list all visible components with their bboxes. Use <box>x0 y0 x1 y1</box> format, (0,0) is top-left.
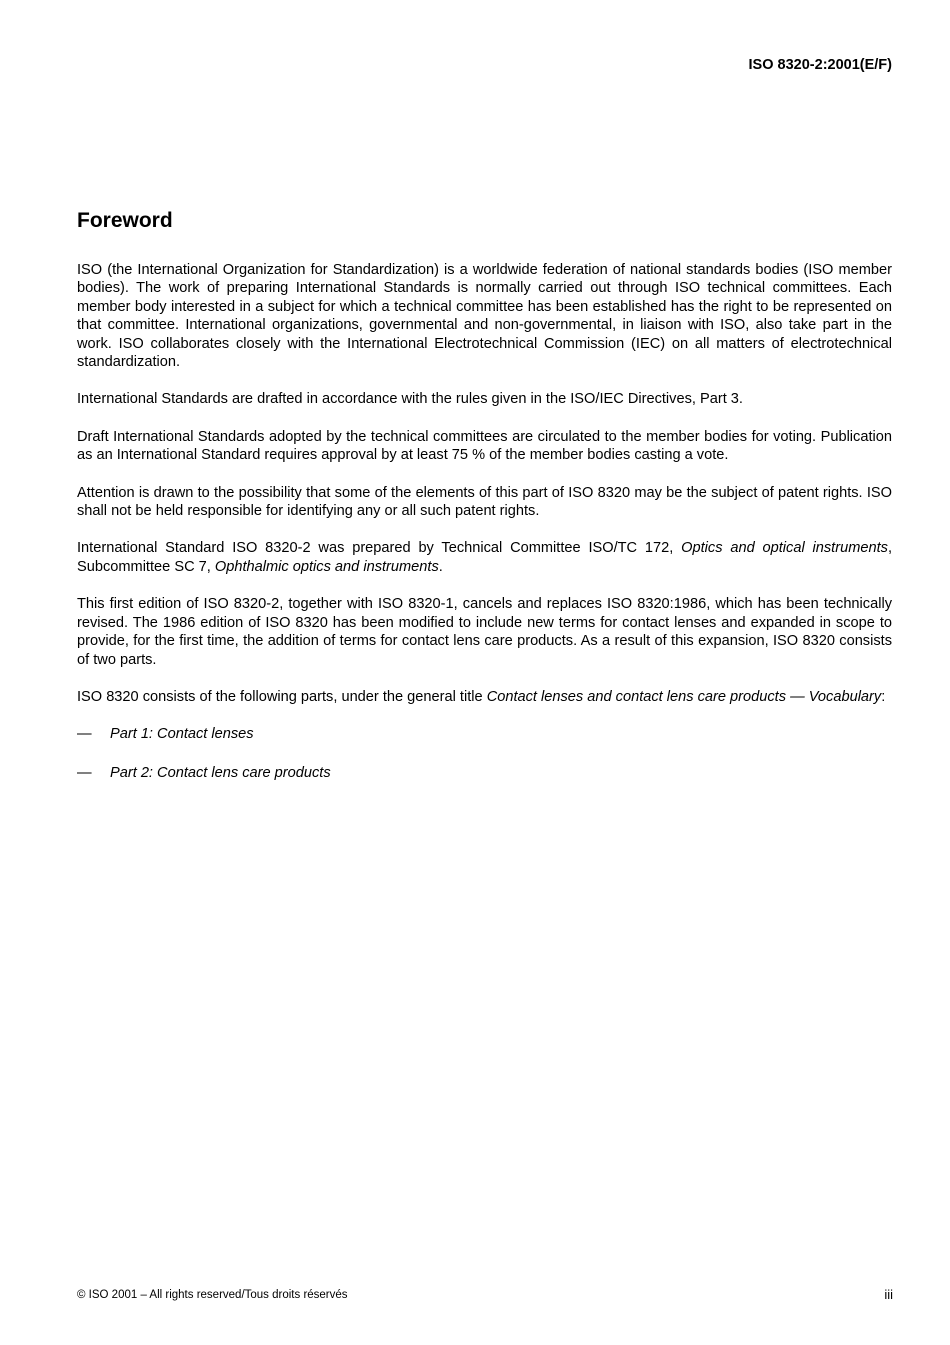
copyright-footer: © ISO 2001 – All rights reserved/Tous droits réservés <box>77 1289 348 1301</box>
page-title: Foreword <box>77 209 173 232</box>
subcommittee-title: Ophthalmic optics and instruments <box>214 558 439 575</box>
parts-intro-end: : <box>881 688 886 705</box>
paragraph-prepared-by <box>77 539 892 576</box>
prepared-by-text: International Standard ISO 8320-2 was prepared by Technical Committee ISO/TC 172, <box>77 540 682 557</box>
page-number: iii <box>884 1287 893 1302</box>
part-1-title: Part 1: Contact lenses <box>110 726 254 743</box>
paragraph-edition: This first edition of ISO 8320-2, together with ISO 8320-1, cancels and replaces ISO 8320:1986, which has been technically revised. The 1986 edition of ISO 8320 has been modified to include new terms for contact lenses and expanded in scope to provide, for the first time, the addition of terms for contact lens care products. As a result of this expansion, ISO 8320 consists of two parts. <box>77 596 892 668</box>
document-id: ISO 8320-2:2001(E/F) <box>748 57 892 73</box>
paragraph-iso-intro: ISO (the International Organization for Standardization) is a worldwide federation of national standards bodies (ISO member bodies). The work of preparing International Standards is normally carried out through ISO technical committees. Each member body interested in a subject for which a technical committee has been established has the right to be represented on that committee. International organizations, governmental and non-governmental, in liaison with ISO, also take part in the work. ISO collaborates closely with the International Electrotechnical Commission (IEC) on all matters of electrotechnical standardization. <box>77 262 892 371</box>
part-2-title: Part 2: Contact lens care products <box>110 764 331 781</box>
subcommittee-text: , Subcommittee SC 7, <box>77 540 893 575</box>
paragraph-patent-rights: Attention is drawn to the possibility that some of the elements of this part of ISO 8320 may be the subject of patent rights. ISO shall not be held responsible for identifying any or all such patent rights. <box>77 484 892 520</box>
parts-intro-text: ISO 8320 consists of the following parts, under the general title <box>77 688 487 705</box>
committee-title: Optics and optical instruments <box>681 540 888 557</box>
list-dash: — <box>77 726 92 743</box>
list-dash: — <box>77 764 92 781</box>
paragraph-draft-standards: Draft International Standards adopted by the technical committees are circulated to the member bodies for voting. Publication as an International Standard requires approval by at least 75 % of the member bodies casting a vote. <box>77 428 892 464</box>
foreword-body <box>77 261 892 802</box>
paragraph-directives: International Standards are drafted in accordance with the rules given in the ISO/IEC Directives, Part 3. <box>77 391 743 408</box>
list-item-part-1 <box>77 725 892 743</box>
prepared-by-end: . <box>438 558 443 575</box>
list-item-part-2 <box>77 764 892 782</box>
general-title: Contact lenses and contact lens care products — Vocabulary <box>486 688 882 705</box>
paragraph-parts <box>77 688 892 706</box>
